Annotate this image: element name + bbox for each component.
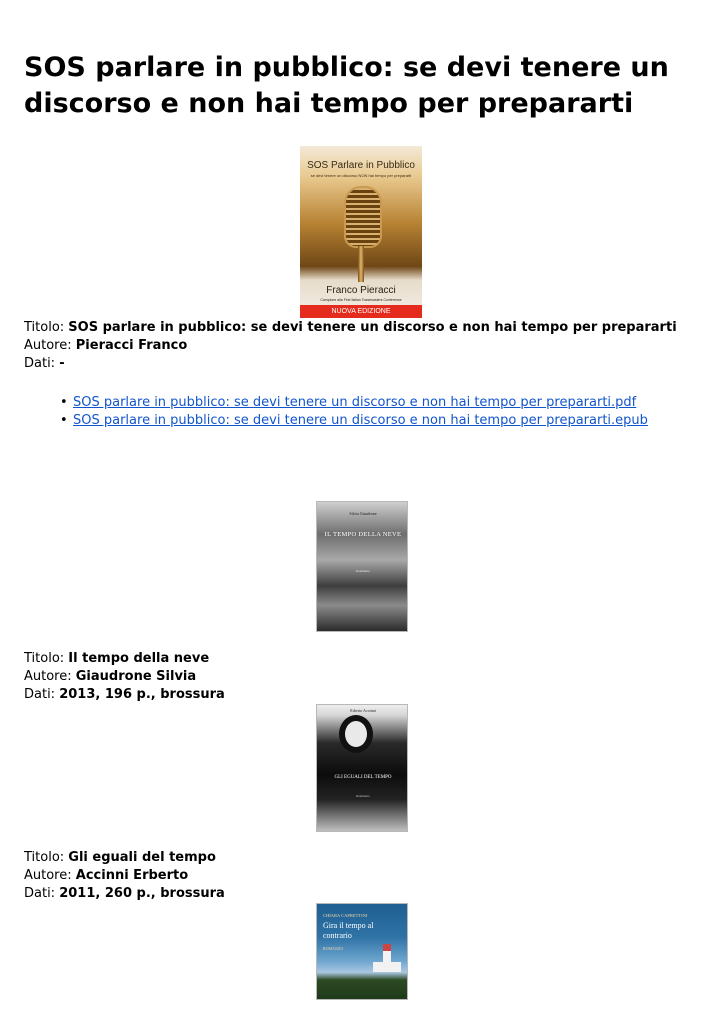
cover-band: NUOVA EDIZIONE — [300, 305, 422, 318]
book-data: 2013, 196 p., brossura — [59, 687, 225, 702]
book-author: Giaudrone Silvia — [75, 669, 197, 684]
book-author: Accinni Erberto — [75, 868, 189, 883]
book-data: 2011, 260 p., brossura — [59, 886, 225, 901]
book-info — [24, 319, 677, 373]
book-data: - — [59, 356, 65, 371]
book-info — [24, 849, 225, 903]
book-title: Il tempo della neve — [68, 651, 210, 666]
label-dati: Dati: — [24, 886, 56, 901]
cover-title: SOS Parlare in Pubblico — [307, 160, 415, 171]
book-author: Pieracci Franco — [75, 338, 188, 353]
book-info — [24, 650, 225, 704]
cover-author: CHIARA CAPRETTINI — [323, 913, 368, 918]
book-cover — [316, 903, 408, 1000]
cover-genre: Romanzo — [356, 794, 370, 798]
label-titolo: Titolo: — [24, 320, 65, 335]
label-autore: Autore: — [24, 868, 72, 883]
book-cover — [316, 501, 408, 632]
book-title: Gli eguali del tempo — [68, 850, 216, 865]
book-title: SOS parlare in pubblico: se devi tenere un discorso e non hai tempo per prepararti — [68, 320, 677, 335]
book-cover — [316, 704, 408, 832]
label-dati: Dati: — [24, 356, 56, 371]
cover-subtitle: se devi tenere un discorso NON hai tempo per prepararti — [310, 173, 412, 178]
label-dati: Dati: — [24, 687, 56, 702]
cover-author: Silvia Giaudrone — [349, 511, 377, 516]
cover-title: IL TEMPO DELLA NEVE — [324, 531, 402, 538]
list-item — [24, 412, 648, 430]
book-cover — [300, 146, 422, 318]
page-title: SOS parlare in pubblico: se devi tenere un discorso e non hai tempo per prepararti — [24, 52, 669, 119]
cover-author: Erberto Accinni — [350, 708, 376, 713]
cover-author: Franco Pieracci — [326, 285, 396, 296]
portrait-image — [345, 721, 367, 747]
list-item — [24, 394, 648, 412]
label-autore: Autore: — [24, 669, 72, 684]
label-titolo: Titolo: — [24, 651, 65, 666]
microphone-stand-image — [358, 246, 364, 282]
cover-genre: Romanzo — [356, 569, 370, 573]
download-list — [24, 394, 648, 430]
cover-genre: ROMANZO — [323, 946, 344, 951]
house-image — [373, 962, 401, 972]
microphone-image — [344, 186, 382, 248]
cover-tagline: Campione alla First Italian Toastmasters Conference — [320, 298, 402, 302]
label-titolo: Titolo: — [24, 850, 65, 865]
cover-title: Gira il tempo al contrario — [323, 921, 374, 940]
label-autore: Autore: — [24, 338, 72, 353]
cover-title: GLI EGUALI DEL TEMPO — [334, 775, 392, 780]
epub-download-link[interactable]: SOS parlare in pubblico: se devi tenere un discorso e non hai tempo per prepararti.epub — [73, 413, 648, 428]
pdf-download-link[interactable]: SOS parlare in pubblico: se devi tenere un discorso e non hai tempo per prepararti.pdf — [73, 395, 637, 410]
